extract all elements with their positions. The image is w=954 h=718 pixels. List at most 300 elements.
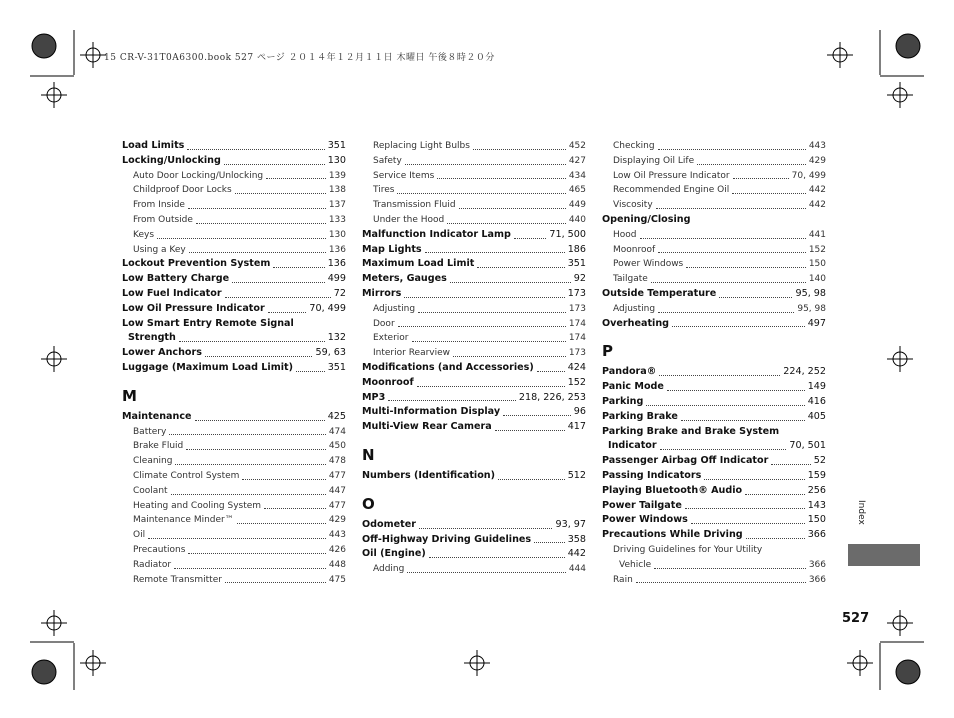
index-entry[interactable] xyxy=(122,287,346,302)
index-subentry[interactable] xyxy=(122,513,346,528)
index-entry[interactable] xyxy=(362,257,586,272)
page-ref[interactable]: 132 xyxy=(327,332,346,344)
index-entry[interactable] xyxy=(122,257,346,272)
page-ref[interactable]: 174 xyxy=(568,333,586,344)
index-subentry[interactable] xyxy=(122,528,346,543)
section-letter: M xyxy=(122,386,137,405)
page-ref[interactable]: 452 xyxy=(568,141,586,151)
dot-leader xyxy=(719,297,792,298)
dot-leader xyxy=(477,267,564,268)
index-subentry[interactable] xyxy=(602,302,826,317)
entry-label: Numbers (Identification) xyxy=(362,469,495,481)
page-ref[interactable]: 425 xyxy=(327,410,346,422)
page-ref[interactable]: 70, 499 xyxy=(309,302,346,314)
section-letter: O xyxy=(362,494,375,513)
page-ref[interactable]: 92 xyxy=(573,273,586,285)
page-ref[interactable]: 152 xyxy=(808,244,826,255)
page-ref[interactable]: 416 xyxy=(807,395,826,407)
index-entry[interactable] xyxy=(602,213,826,228)
index-entry[interactable] xyxy=(362,420,586,435)
dot-leader xyxy=(658,252,806,253)
index-entry[interactable] xyxy=(122,410,346,425)
dot-leader xyxy=(514,238,546,239)
page-ref[interactable]: 512 xyxy=(567,469,586,481)
index-subentry[interactable] xyxy=(122,573,346,588)
entry-label: Maximum Load Limit xyxy=(362,258,475,270)
entry-label: Adjusting xyxy=(373,303,416,314)
dot-leader xyxy=(419,528,553,529)
index-entry[interactable] xyxy=(362,361,586,376)
page-ref[interactable]: 429 xyxy=(808,155,826,166)
page-ref[interactable]: 443 xyxy=(328,530,346,541)
dot-leader xyxy=(407,572,565,573)
entry-label: Overheating xyxy=(602,317,670,329)
entry-label: Interior Rearview xyxy=(373,348,451,359)
page-ref[interactable]: 424 xyxy=(567,361,586,373)
dot-leader xyxy=(640,238,806,239)
index-subentry[interactable] xyxy=(122,243,346,258)
entry-label: Using a Key xyxy=(133,244,186,255)
index-subentry[interactable] xyxy=(602,154,826,169)
page-ref[interactable]: 358 xyxy=(567,533,586,545)
entry-label: Lower Anchors xyxy=(122,347,202,359)
dot-leader xyxy=(437,178,566,179)
dot-leader xyxy=(658,312,794,313)
entry-label: Odometer xyxy=(362,518,416,530)
index-subentry[interactable] xyxy=(122,169,346,184)
dot-leader xyxy=(174,568,326,569)
entry-label: Moonroof xyxy=(613,244,656,255)
index-entry[interactable] xyxy=(602,499,826,514)
entry-label: Lockout Prevention System xyxy=(122,258,271,270)
index-subentry[interactable] xyxy=(602,139,826,154)
page-ref[interactable]: 447 xyxy=(328,485,346,496)
entry-label: Climate Control System xyxy=(133,470,240,481)
entry-label: Cleaning xyxy=(133,456,173,467)
page-ref[interactable]: 139 xyxy=(328,170,346,181)
index-subentry[interactable] xyxy=(362,317,586,332)
dot-leader xyxy=(235,193,326,194)
page-ref[interactable]: 159 xyxy=(807,469,826,481)
index-subentry[interactable] xyxy=(362,346,586,361)
page-ref[interactable]: 441 xyxy=(808,229,826,240)
index-subentry[interactable] xyxy=(602,272,826,287)
entry-label: Auto Door Locking/Unlocking xyxy=(133,170,264,181)
entry-label: Power Windows xyxy=(602,514,688,526)
dot-leader xyxy=(418,312,566,313)
page-ref[interactable]: 477 xyxy=(328,470,346,481)
entry-label: Playing Bluetooth® Audio xyxy=(602,484,743,496)
page-ref[interactable]: 133 xyxy=(328,214,346,225)
entry-label: Heating and Cooling System xyxy=(133,500,262,511)
page-ref[interactable]: 72 xyxy=(333,287,346,299)
dot-leader xyxy=(450,282,571,283)
dot-leader xyxy=(225,297,331,298)
dot-leader xyxy=(189,252,326,253)
dot-leader xyxy=(686,267,806,268)
entry-label: Maintenance xyxy=(122,410,192,422)
entry-label: Locking/Unlocking xyxy=(122,154,221,166)
dot-leader xyxy=(404,297,564,298)
entry-label: Low Oil Pressure Indicator xyxy=(122,302,265,314)
index-subentry[interactable] xyxy=(362,562,586,577)
index-entry[interactable] xyxy=(602,454,826,469)
entry-label: Door xyxy=(373,318,395,329)
dot-leader xyxy=(196,223,326,224)
dot-leader xyxy=(459,208,566,209)
page-ref[interactable]: 497 xyxy=(807,317,826,329)
dot-leader xyxy=(266,178,326,179)
entry-continuation xyxy=(122,331,346,346)
page-ref[interactable]: 366 xyxy=(808,574,826,585)
page-ref[interactable]: 173 xyxy=(568,303,586,314)
entry-label: Pandora® xyxy=(602,366,657,378)
page-ref[interactable]: 137 xyxy=(328,200,346,211)
page-ref[interactable]: 474 xyxy=(328,426,346,437)
entry-label: Keys xyxy=(133,229,155,240)
index-subentry[interactable] xyxy=(362,183,586,198)
index-subentry[interactable] xyxy=(122,484,346,499)
page-ref[interactable]: 173 xyxy=(567,287,586,299)
index-column-3 xyxy=(602,139,826,587)
page-ref[interactable]: 499 xyxy=(327,273,346,285)
page-ref[interactable]: 130 xyxy=(327,154,346,166)
dot-leader xyxy=(232,282,325,283)
section-letter: P xyxy=(602,342,613,361)
index-entry[interactable] xyxy=(362,376,586,391)
page-ref[interactable]: 442 xyxy=(808,185,826,196)
index-entry[interactable] xyxy=(602,287,826,302)
entry-label: Remote Transmitter xyxy=(133,574,222,585)
dot-leader xyxy=(704,479,804,480)
entry-label: Tailgate xyxy=(613,274,648,285)
dot-leader xyxy=(417,386,565,387)
entry-label: Luggage (Maximum Load Limit) xyxy=(122,361,293,373)
dot-leader xyxy=(224,164,325,165)
page-ref[interactable]: 152 xyxy=(567,376,586,388)
entry-label: Coolant xyxy=(133,485,168,496)
dot-leader xyxy=(205,356,313,357)
index-subentry[interactable] xyxy=(602,243,826,258)
entry-label: Brake Fluid xyxy=(133,441,184,452)
dot-leader xyxy=(745,494,805,495)
dot-leader xyxy=(195,420,325,421)
page-ref[interactable]: 52 xyxy=(813,455,826,467)
index-subentry[interactable] xyxy=(362,302,586,317)
index-subentry[interactable] xyxy=(122,558,346,573)
page-ref[interactable]: 143 xyxy=(807,499,826,511)
entry-label: Viscosity xyxy=(613,200,653,211)
page-ref[interactable]: 443 xyxy=(808,141,826,151)
entry-label: Low Battery Charge xyxy=(122,273,230,285)
page-ref[interactable]: 351 xyxy=(327,361,346,373)
page-ref[interactable]: 150 xyxy=(808,259,826,270)
page-ref[interactable]: 174 xyxy=(568,318,586,329)
index-subentry[interactable] xyxy=(122,198,346,213)
entry-label: Passenger Airbag Off Indicator xyxy=(602,455,769,467)
entry-label-cont: Indicator xyxy=(608,440,657,452)
page-ref[interactable]: 149 xyxy=(807,381,826,393)
dot-leader xyxy=(186,449,326,450)
dot-leader xyxy=(429,557,565,558)
entry-label: Hood xyxy=(613,229,637,240)
index-subentry[interactable] xyxy=(122,439,346,454)
dot-leader xyxy=(659,375,780,376)
page-ref[interactable]: 96 xyxy=(573,406,586,418)
page-ref[interactable]: 442 xyxy=(567,548,586,560)
entry-label: Childproof Door Locks xyxy=(133,185,232,196)
page-ref[interactable]: 186 xyxy=(567,243,586,255)
index-entry[interactable] xyxy=(602,513,826,528)
index-entry[interactable] xyxy=(602,410,826,425)
entry-label: Radiator xyxy=(133,559,172,570)
entry-label: Opening/Closing xyxy=(602,213,691,225)
dot-leader xyxy=(685,508,805,509)
registration-mark-icon xyxy=(32,34,56,58)
page-ref[interactable]: 449 xyxy=(568,200,586,211)
index-subentry[interactable] xyxy=(602,228,826,243)
index-entry[interactable] xyxy=(122,317,346,332)
dot-leader xyxy=(746,538,805,539)
page-ref[interactable]: 95, 98 xyxy=(797,303,826,314)
page-ref[interactable]: 450 xyxy=(328,441,346,452)
page-ref[interactable]: 440 xyxy=(568,214,586,225)
page-ref[interactable]: 140 xyxy=(808,274,826,285)
index-entry[interactable] xyxy=(362,533,586,548)
index-entry[interactable] xyxy=(362,547,586,562)
index-entry[interactable] xyxy=(122,139,346,154)
entry-label: Modifications (and Accessories) xyxy=(362,361,534,373)
entry-label: Panic Mode xyxy=(602,381,664,393)
index-entry[interactable] xyxy=(602,317,826,332)
dot-leader xyxy=(398,326,566,327)
index-entry[interactable] xyxy=(122,302,346,317)
index-entry[interactable] xyxy=(602,365,826,380)
dot-leader xyxy=(148,538,326,539)
page-ref[interactable]: 138 xyxy=(328,185,346,196)
entry-label: Service Items xyxy=(373,170,435,181)
page-ref[interactable]: 442 xyxy=(808,200,826,211)
page-ref[interactable]: 173 xyxy=(568,348,586,359)
dot-leader xyxy=(187,149,324,150)
page-ref[interactable]: 351 xyxy=(327,140,346,151)
dot-leader xyxy=(268,312,307,313)
entry-label: Multi-Information Display xyxy=(362,406,501,418)
index-entry[interactable] xyxy=(362,405,586,420)
entry-label: Passing Indicators xyxy=(602,469,702,481)
registration-mark-icon xyxy=(896,34,920,58)
index-entry[interactable] xyxy=(602,425,826,440)
dot-leader xyxy=(537,371,565,372)
index-entry[interactable] xyxy=(362,469,586,484)
index-tab[interactable] xyxy=(848,544,920,566)
entry-label-cont: Vehicle xyxy=(619,559,652,570)
dot-leader xyxy=(264,508,326,509)
entry-label: Replacing Light Bulbs xyxy=(373,141,470,151)
page-ref[interactable]: 429 xyxy=(328,515,346,526)
index-subentry[interactable] xyxy=(122,213,346,228)
entry-label: Power Tailgate xyxy=(602,499,682,511)
index-entry[interactable] xyxy=(602,380,826,395)
page-ref[interactable]: 70, 499 xyxy=(791,170,826,181)
dot-leader xyxy=(495,430,565,431)
page-ref[interactable]: 434 xyxy=(568,170,586,181)
section-letter: N xyxy=(362,445,375,464)
index-entry[interactable] xyxy=(602,543,826,558)
index-entry[interactable] xyxy=(362,272,586,287)
entry-label: Oil (Engine) xyxy=(362,548,426,560)
dot-leader xyxy=(188,553,325,554)
page-ref[interactable]: 59, 63 xyxy=(315,347,346,359)
dot-leader xyxy=(691,523,805,524)
page-ref[interactable]: 71, 500 xyxy=(549,228,586,240)
index-subentry[interactable] xyxy=(362,154,586,169)
index-subentry[interactable] xyxy=(122,183,346,198)
dot-leader xyxy=(658,149,806,150)
entry-label: Parking xyxy=(602,395,644,407)
index-subentry[interactable] xyxy=(602,257,826,272)
index-entry[interactable] xyxy=(362,243,586,258)
index-entry[interactable] xyxy=(122,272,346,287)
entry-label: Transmission Fluid xyxy=(373,200,456,211)
index-column-1 xyxy=(122,139,346,587)
dot-leader xyxy=(732,193,806,194)
page-ref[interactable]: 224, 252 xyxy=(783,366,826,378)
dot-leader xyxy=(503,415,571,416)
dot-leader xyxy=(447,223,566,224)
entry-continuation xyxy=(602,439,826,454)
entry-label: Battery xyxy=(133,426,167,437)
page-ref[interactable]: 366 xyxy=(808,559,826,570)
page-ref[interactable]: 136 xyxy=(327,258,346,270)
dot-leader xyxy=(681,420,805,421)
index-subentry[interactable] xyxy=(602,169,826,184)
index-entry[interactable] xyxy=(602,469,826,484)
dot-leader xyxy=(405,164,566,165)
dot-leader xyxy=(473,149,566,150)
dot-leader xyxy=(175,464,325,465)
entry-label: Mirrors xyxy=(362,287,402,299)
page-ref[interactable]: 150 xyxy=(807,514,826,526)
index-subentry[interactable] xyxy=(122,469,346,484)
entry-label: Off-Highway Driving Guidelines xyxy=(362,533,532,545)
page-ref[interactable]: 405 xyxy=(807,410,826,422)
page-ref[interactable]: 136 xyxy=(328,244,346,255)
index-entry[interactable] xyxy=(602,484,826,499)
dot-leader xyxy=(425,252,565,253)
index-subentry[interactable] xyxy=(602,183,826,198)
index-entry[interactable] xyxy=(122,154,346,169)
dot-leader xyxy=(388,400,516,401)
index-entry[interactable] xyxy=(362,518,586,533)
entry-label: Parking Brake xyxy=(602,410,678,422)
index-entry[interactable] xyxy=(602,395,826,410)
dot-leader xyxy=(242,479,325,480)
index-entry[interactable] xyxy=(122,361,346,376)
page-ref[interactable]: 130 xyxy=(328,229,346,240)
entry-label: Malfunction Indicator Lamp xyxy=(362,228,511,240)
index-entry[interactable] xyxy=(362,287,586,302)
index-subentry[interactable] xyxy=(602,198,826,213)
entry-label: Load Limits xyxy=(122,140,185,151)
index-subentry[interactable] xyxy=(122,454,346,469)
index-subentry[interactable] xyxy=(122,228,346,243)
page-ref[interactable]: 93, 97 xyxy=(555,518,586,530)
dot-leader xyxy=(412,341,566,342)
entry-label: Tires xyxy=(373,185,395,196)
page-ref[interactable]: 95, 98 xyxy=(795,287,826,299)
dot-leader xyxy=(296,371,325,372)
entry-label: Moonroof xyxy=(362,376,414,388)
index-subentry[interactable] xyxy=(362,139,586,154)
dot-leader xyxy=(179,341,325,342)
index-column-2 xyxy=(362,139,586,577)
index-subentry[interactable] xyxy=(362,169,586,184)
index-subentry[interactable] xyxy=(362,331,586,346)
entry-label: Power Windows xyxy=(613,259,684,270)
page-ref[interactable]: 475 xyxy=(328,574,346,585)
index-subentry[interactable] xyxy=(362,198,586,213)
page-ref[interactable]: 70, 501 xyxy=(789,440,826,452)
page-ref[interactable]: 448 xyxy=(328,559,346,570)
dot-leader xyxy=(397,193,565,194)
index-subentry[interactable] xyxy=(122,499,346,514)
index-entry[interactable] xyxy=(362,391,586,406)
index-subentry[interactable] xyxy=(122,425,346,440)
entry-label: Precautions xyxy=(133,544,186,555)
dot-leader xyxy=(667,390,805,391)
page-ref[interactable]: 417 xyxy=(567,421,586,433)
page-ref[interactable]: 427 xyxy=(568,155,586,166)
page-ref[interactable]: 351 xyxy=(567,258,586,270)
entry-label: Recommended Engine Oil xyxy=(613,185,730,196)
page-ref[interactable]: 477 xyxy=(328,500,346,511)
dot-leader xyxy=(646,405,804,406)
page-ref[interactable]: 256 xyxy=(807,484,826,496)
entry-label: Low Smart Entry Remote Signal xyxy=(122,317,294,329)
entry-label: Displaying Oil Life xyxy=(613,155,695,166)
dot-leader xyxy=(733,178,789,179)
index-entry[interactable] xyxy=(122,346,346,361)
dot-leader xyxy=(660,449,787,450)
entry-label: Adjusting xyxy=(613,303,656,314)
entry-label: Under the Hood xyxy=(373,214,445,225)
page-ref[interactable]: 366 xyxy=(807,529,826,541)
index-entry[interactable] xyxy=(602,528,826,543)
dot-leader xyxy=(636,582,806,583)
entry-label: Low Oil Pressure Indicator xyxy=(613,170,730,181)
page-ref[interactable]: 465 xyxy=(568,185,586,196)
entry-label: MP3 xyxy=(362,391,386,403)
index-subentry[interactable] xyxy=(362,213,586,228)
entry-label-cont: Strength xyxy=(128,332,176,344)
entry-label: Exterior xyxy=(373,333,409,344)
dot-leader xyxy=(651,282,806,283)
index-entry[interactable] xyxy=(362,228,586,243)
registration-mark-icon xyxy=(32,660,56,684)
index-subentry[interactable] xyxy=(122,543,346,558)
entry-continuation xyxy=(602,558,826,573)
entry-label: From Outside xyxy=(133,214,193,225)
page-ref[interactable]: 478 xyxy=(328,456,346,467)
index-subentry[interactable] xyxy=(602,573,826,588)
page-ref[interactable]: 218, 226, 253 xyxy=(518,391,586,403)
page-ref[interactable]: 444 xyxy=(568,564,586,575)
entry-label: Safety xyxy=(373,155,402,166)
entry-label: Driving Guidelines for Your Utility xyxy=(613,544,763,555)
dot-leader xyxy=(237,523,326,524)
page-ref[interactable]: 426 xyxy=(328,544,346,555)
